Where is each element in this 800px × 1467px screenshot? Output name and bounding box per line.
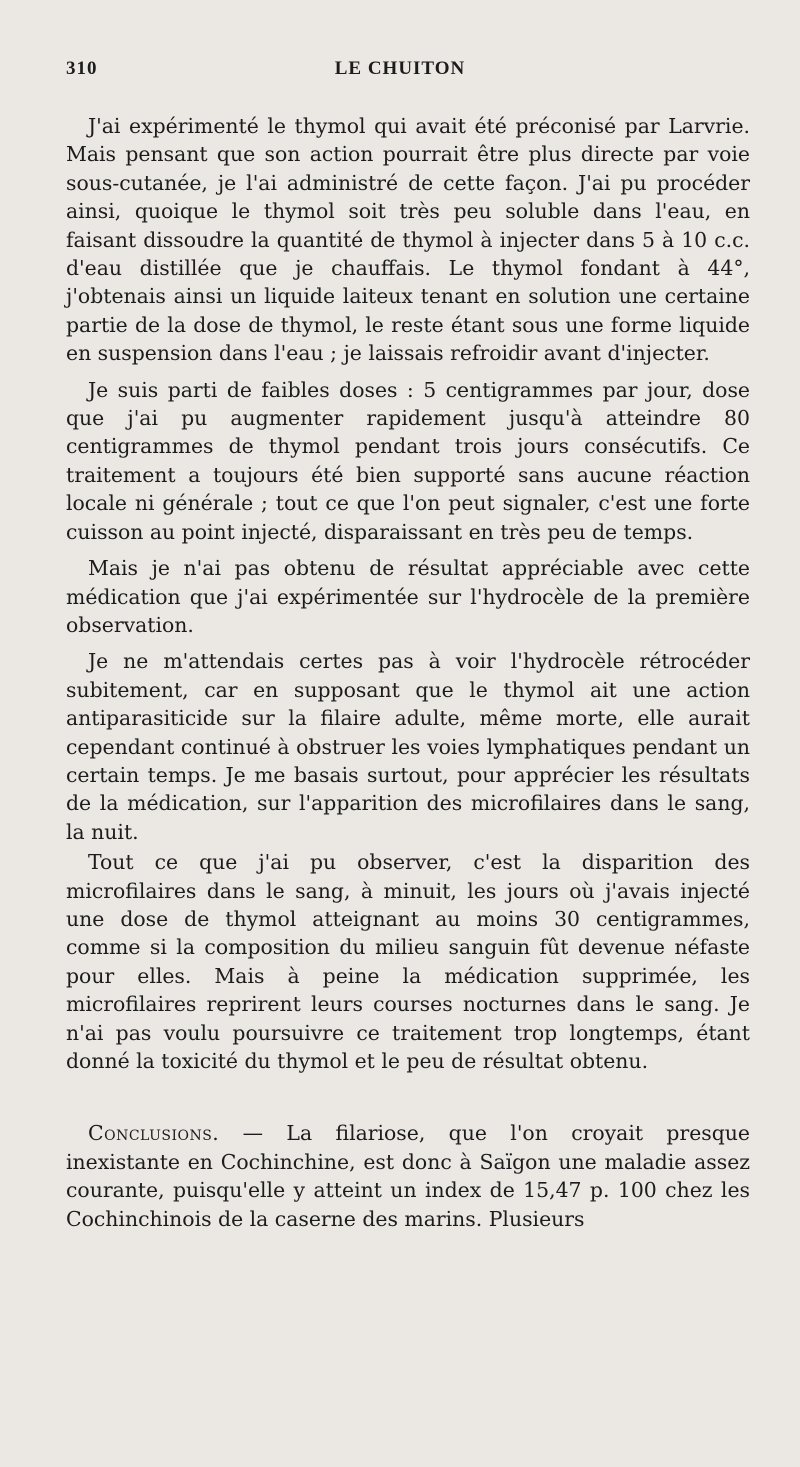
conclusions-paragraph — [66, 1119, 750, 1233]
conclusions-text: — La filariose, que l'on croyait presque inexistante en Cochinchine, est donc à Saïgon une maladie assez courante, puisqu'elle y atteint un index de 15,47 p. 100 chez les Cochinchinois de la caserne des marins. Plusieurs — [66, 1121, 750, 1231]
paragraph: Je ne m'attendais certes pas à voir l'hydrocèle rétrocéder subitement, car en supposant que le thymol ait une action antiparasiticide sur la filaire adulte, même morte, elle aurait cependant continué à obstruer les voies lymphatiques pendant un certain temps. Je me basais surtout, pour apprécier les résultats de la médication, sur l'apparition des microfilaires dans le sang, la nuit. — [66, 649, 750, 844]
paragraph: Je suis parti de faibles doses : 5 centigrammes par jour, dose que j'ai pu augmenter rapidement jusqu'à atteindre 80 centigrammes de thymol pendant trois jours consécutifs. Ce traitement a toujours été bien supporté sans aucune réaction locale ni générale ; tout ce que l'on peut signaler, c'est une forte cuisson au point injecté, disparaissant en très peu de temps. — [66, 377, 750, 544]
paragraph: Tout ce que j'ai pu observer, c'est la disparition des microfilaires dans le sang, à minuit, les jours où j'avais injecté une dose de thymol atteignant au moins 30 centigrammes, comme si la composition du milieu sanguin fût devenue néfaste pour elles. Mais à peine la médication supprimée, les microfilaires reprirent leurs courses nocturnes dans le sang. Je n'ai pas voulu poursuivre ce traitement trop longtemps, étant donné la toxicité du thymol et le peu de résultat obtenu. — [66, 850, 750, 1073]
page-header — [66, 58, 734, 86]
conclusions-label: Conclusions. — [88, 1121, 220, 1146]
paragraph: J'ai expérimenté le thymol qui avait été préconisé par Larvrie. Mais pensant que son action pourrait être plus directe par voie sous-cutanée, je l'ai administré de cette façon. J'ai pu procéder ainsi, quoique le thymol soit très peu soluble dans l'eau, en faisant dissoudre la quantité de thymol à injecter dans 5 à 10 c.c. d'eau distillée que je chauffais. Le thymol fondant à 44°, j'obtenais ainsi un liquide laiteux tenant en solution une certaine partie de la dose de thymol, le reste étant sous une forme liquide en suspension dans l'eau ; je laissais refroidir avant d'injecter. — [66, 114, 750, 366]
body-text — [66, 112, 750, 1241]
page-number: 310 — [66, 58, 98, 79]
running-title: LE CHUITON — [334, 58, 466, 79]
paragraph: Mais je n'ai pas obtenu de résultat appréciable avec cette médication que j'ai expérimentée sur l'hydrocèle de la première observation. — [66, 556, 750, 637]
